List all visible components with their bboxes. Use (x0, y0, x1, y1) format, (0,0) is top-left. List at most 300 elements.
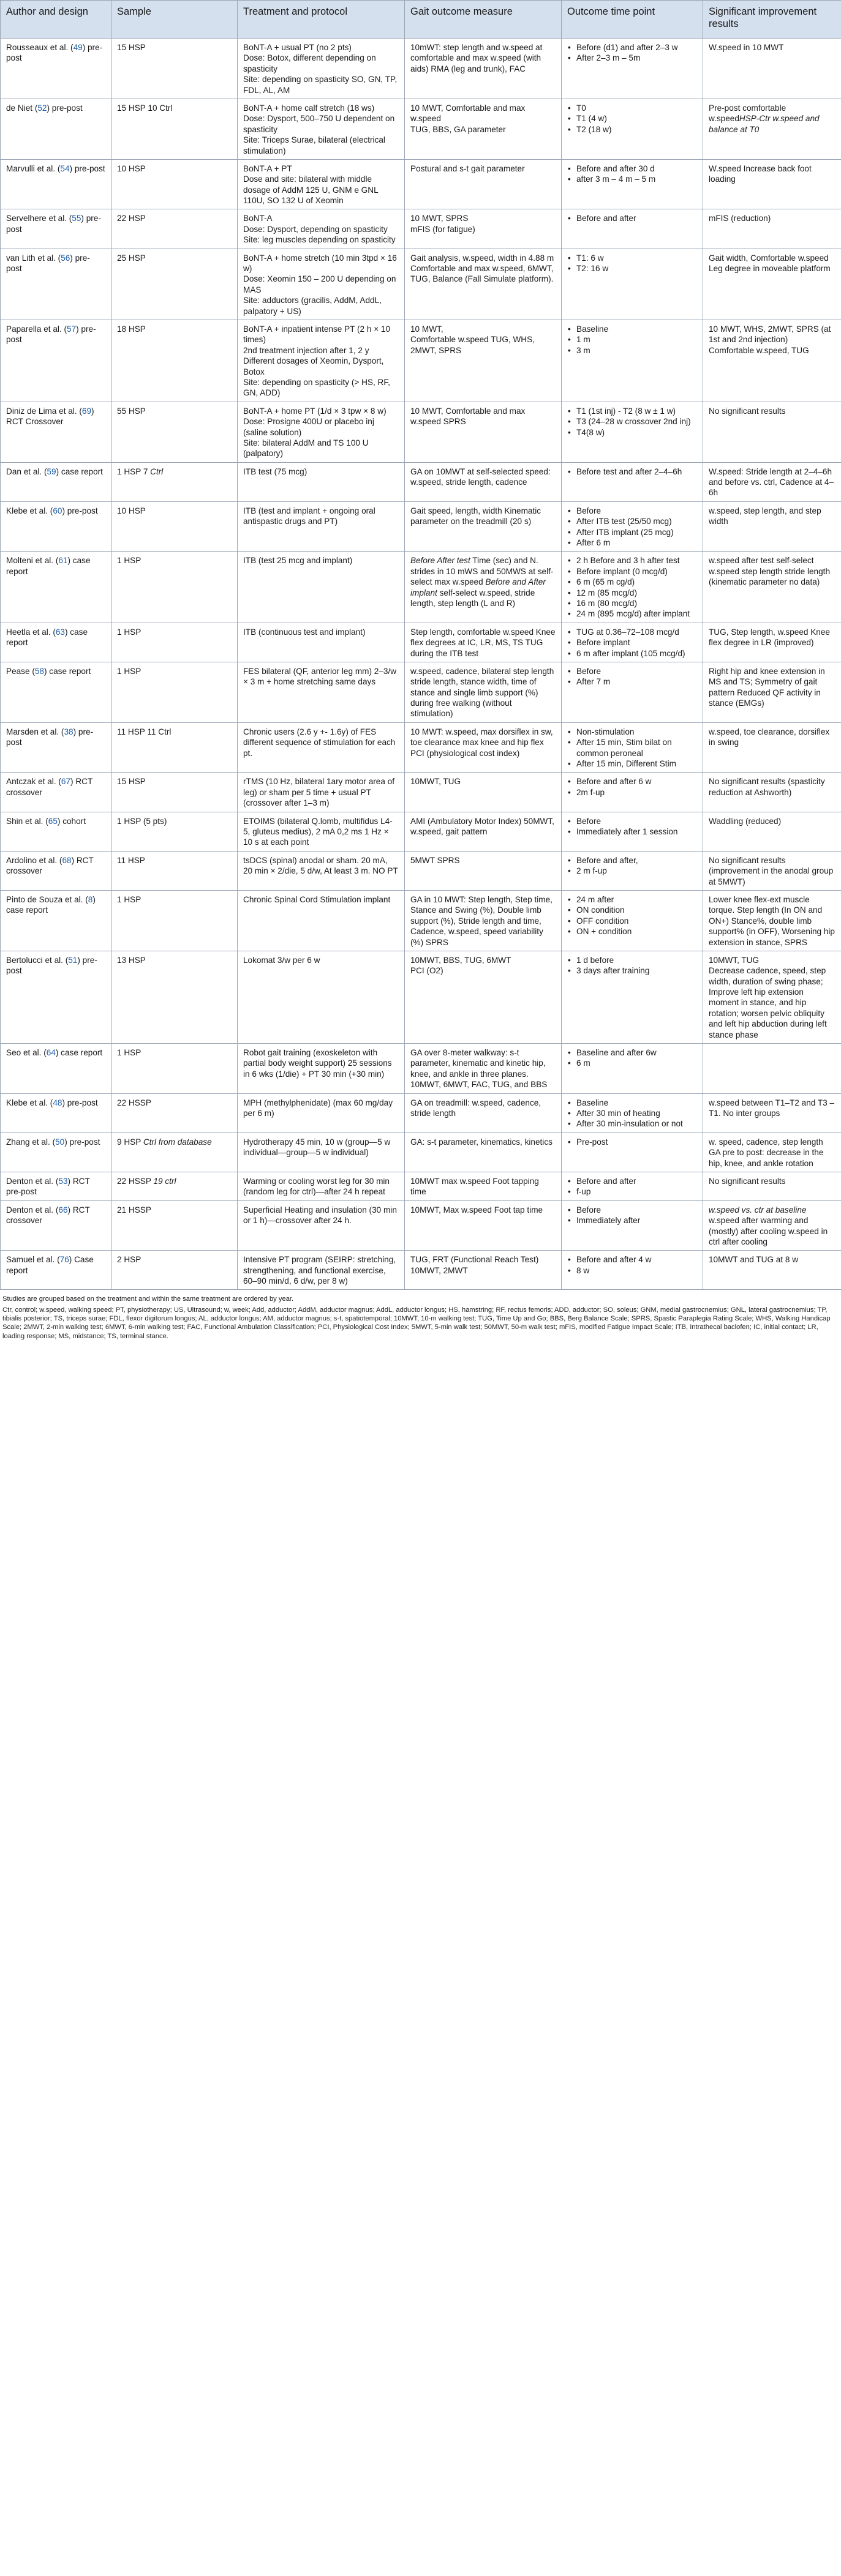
reference-link[interactable]: 58 (34, 666, 44, 676)
cell-outcome (405, 1133, 562, 1172)
cell-results (703, 99, 841, 159)
table-row (1, 1133, 841, 1172)
table-row (1, 851, 841, 890)
cell-treatment (238, 773, 405, 812)
cell-treatment-line: ITB (test 25 mcg and implant) (243, 556, 353, 566)
cell-outcome-line: PCI (O2) (410, 966, 443, 976)
timepoint-item: • Before and after 4 w (576, 1254, 697, 1265)
cell-author (1, 39, 111, 99)
reference-link[interactable]: 50 (55, 1137, 65, 1147)
table-row (1, 249, 841, 320)
cell-author (1, 1172, 111, 1200)
cell-sample-line: 55 HSP (117, 406, 146, 416)
reference-link[interactable]: 64 (46, 1048, 56, 1058)
timepoint-item: • Baseline (576, 324, 697, 334)
cell-sample-line: 11 HSP (117, 855, 145, 865)
timepoint-item: • 2 h Before and 3 h after test (576, 555, 697, 566)
cell-results-line: Waddling (reduced) (709, 816, 782, 826)
cell-sample-line: 1 HSP (117, 1048, 141, 1058)
reference-link[interactable]: 38 (64, 727, 74, 736)
author-text: Seo et al. ( (6, 1048, 47, 1058)
timepoint-item: • After 6 m (576, 537, 697, 548)
cell-treatment-line: BoNT-A + usual PT (no 2 pts) (243, 43, 352, 52)
cell-sample-segment: 22 HSSP (117, 1176, 154, 1186)
cell-outcome-line: GA over 8-meter walkway: s-t parameter, kinematic and kinetic hip, knee, and ankle in three planes. 10MWT, 6MWT, FAC, TUG, and BBS (410, 1048, 548, 1090)
cell-treatment-line: Dose: Botox, different depending on spasticity (243, 53, 376, 73)
cell-outcome (405, 1093, 562, 1133)
timepoint-list (567, 1047, 697, 1069)
timepoint-list (567, 1137, 697, 1147)
table-row (1, 552, 841, 623)
author-text: Shin et al. ( (6, 816, 48, 826)
timepoint-item: • Before (576, 506, 697, 516)
cell-sample-line: 18 HSP (117, 324, 146, 334)
cell-results-line: w.speed after test self-select w.speed step length stride length (kinematic parameter no data) (709, 556, 830, 587)
author-text: ) pre-post (6, 324, 96, 345)
reference-link[interactable]: 56 (61, 253, 70, 263)
cell-author (1, 722, 111, 773)
cell-outcome-line: 10 MWT, SPRS (410, 214, 469, 223)
timepoint-list (567, 1176, 697, 1197)
cell-timepoint (562, 552, 703, 623)
cell-sample (111, 159, 238, 209)
cell-timepoint (562, 209, 703, 249)
author-text: ) case report (6, 627, 88, 648)
cell-sample-segment: 19 ctrl (153, 1176, 176, 1186)
cell-treatment (238, 662, 405, 722)
cell-treatment-line: ETOIMS (bilateral Q.lomb, multifidus L4-5, gluteus medius), 2 mA 0,2 ms 1 Hz × 10 s at each point (243, 816, 393, 847)
cell-results (703, 501, 841, 552)
cell-treatment-line: Dose: Prosigne 400U or placebo inj (saline solution) (243, 417, 374, 437)
reference-link[interactable]: 54 (60, 163, 70, 173)
author-text: ) pre-post (62, 506, 98, 515)
cell-treatment-line: Robot gait training (exoskeleton with partial body weight support) 25 sessions in 6 wks (1/die) + PT 30 min (+30 min) (243, 1048, 392, 1079)
author-text: ) pre-post (47, 103, 83, 113)
cell-results-line: W.speed: Stride length at 2–4–6h and before vs. ctrl, Cadence at 4–6h (709, 466, 834, 498)
timepoint-item: • Before and after (576, 1176, 697, 1186)
author-text: ) pre-post (6, 727, 94, 747)
cell-treatment (238, 1200, 405, 1251)
author-text: ) pre-post (69, 163, 105, 173)
cell-outcome (405, 1251, 562, 1290)
timepoint-item: • TUG at 0.36–72–108 mcg/d (576, 627, 697, 637)
cell-timepoint (562, 1251, 703, 1290)
cell-treatment-line: ITB (test and implant + ongoing oral antispastic drugs and PT) (243, 506, 375, 526)
timepoint-item: • 16 m (80 mcg/d) (576, 598, 697, 608)
author-text: ) case report (56, 466, 103, 476)
cell-author (1, 1093, 111, 1133)
reference-link[interactable]: 69 (81, 406, 92, 416)
cell-treatment (238, 249, 405, 320)
timepoint-list (567, 776, 697, 798)
cell-timepoint (562, 722, 703, 773)
timepoint-item: • 24 m after (576, 894, 697, 905)
timepoint-list (567, 506, 697, 549)
author-text: Rousseaux et al. ( (6, 43, 74, 52)
author-text: Servelhere et al. ( (6, 214, 72, 223)
author-text: ) RCT crossover (6, 777, 93, 797)
table-row (1, 39, 841, 99)
reference-link[interactable]: 52 (37, 103, 47, 113)
timepoint-item: • 1 d before (576, 955, 697, 965)
cell-author (1, 890, 111, 951)
table-footnotes (0, 1290, 841, 1341)
table-row (1, 812, 841, 851)
cell-treatment-line: 2nd treatment injection after 1, 2 y (243, 345, 369, 355)
cell-treatment-line: Intensive PT program (SEIRP: stretching, strengthening, and functional exercise, 60–90 min/d, 6 d/w, per 8 w) (243, 1255, 396, 1286)
timepoint-item: • OFF condition (576, 916, 697, 926)
cell-results-line: W.speed in 10 MWT (709, 43, 784, 52)
cell-treatment (238, 890, 405, 951)
author-text: Marsden et al. ( (6, 727, 64, 736)
table-row (1, 462, 841, 501)
author-text: ) Case report (6, 1255, 94, 1275)
cell-results-line: No significant results (spasticity reduction at Ashworth) (709, 777, 825, 797)
reference-link[interactable]: 60 (53, 506, 62, 515)
reference-link[interactable]: 48 (53, 1098, 62, 1107)
timepoint-item: • 3 m (576, 345, 697, 356)
cell-treatment-line: BoNT-A + home calf stretch (18 ws) (243, 103, 375, 113)
cell-outcome (405, 773, 562, 812)
cell-results (703, 951, 841, 1043)
cell-treatment (238, 159, 405, 209)
cell-results-line: No significant results (improvement in the anodal group at 5MWT) (709, 855, 834, 886)
cell-timepoint (562, 402, 703, 462)
cell-outcome-segment: self-select w.speed, stride length, step length (L and R) (410, 588, 535, 608)
timepoint-list (567, 1098, 697, 1129)
timepoint-item: • T3 (24–28 w crossover 2nd inj) (576, 416, 697, 427)
cell-results (703, 39, 841, 99)
cell-results (703, 773, 841, 812)
cell-results (703, 159, 841, 209)
cell-treatment-line: ITB test (75 mcg) (243, 466, 307, 476)
reference-link[interactable]: 57 (67, 324, 77, 334)
cell-results-segment: Pre-post comfortable w.speed (709, 103, 786, 124)
cell-outcome (405, 99, 562, 159)
cell-author (1, 773, 111, 812)
cell-treatment-line: rTMS (10 Hz, bilateral 1ary motor area of leg) or sham per 5 time + usual PT (crossover after 1–3 m) (243, 777, 395, 808)
table-row (1, 99, 841, 159)
cell-outcome-segment: Before After test (410, 556, 470, 566)
cell-author (1, 851, 111, 890)
header-row (1, 1, 841, 39)
cell-treatment-line: BoNT-A + inpatient intense PT (2 h × 10 times) (243, 324, 391, 345)
author-text: Molteni et al. ( (6, 556, 59, 566)
timepoint-item: • After 30 min of heating (576, 1108, 697, 1118)
author-text: ) pre-post (6, 43, 103, 63)
cell-timepoint (562, 159, 703, 209)
cell-treatment-line: Dose: Dysport, 500–750 U dependent on spasticity (243, 114, 395, 134)
cell-sample-line: 22 HSP (117, 214, 146, 223)
cell-sample-segment: Ctrl from database (143, 1137, 212, 1147)
cell-sample-line: 13 HSP (117, 955, 146, 965)
timepoint-item: • Before implant (576, 637, 697, 648)
reference-link[interactable]: 51 (68, 955, 78, 965)
cell-timepoint (562, 501, 703, 552)
timepoint-list (567, 1254, 697, 1276)
cell-outcome-line: GA on 10MWT at self-selected speed: w.speed, stride length, cadence (410, 466, 551, 487)
reference-link[interactable]: 76 (59, 1255, 69, 1265)
reference-link[interactable]: 61 (58, 556, 68, 566)
author-text: ) RCT crossover (6, 1205, 90, 1226)
cell-treatment-line: Chronic Spinal Cord Stimulation implant (243, 894, 391, 904)
cell-sample (111, 552, 238, 623)
cell-author (1, 1251, 111, 1290)
cell-outcome-line: Comfortable w.speed TUG, WHS, 2MWT, SPRS (410, 335, 535, 355)
author-text: Antczak et al. ( (6, 777, 61, 787)
cell-author (1, 662, 111, 722)
cell-outcome (405, 662, 562, 722)
timepoint-item: • 24 m (895 mcg/d) after implant (576, 608, 697, 619)
cell-results-line: 10MWT, TUG (709, 955, 760, 965)
cell-outcome-line: GA on treadmill: w.speed, cadence, stride length (410, 1098, 541, 1118)
cell-sample (111, 851, 238, 890)
cell-results-line: W.speed Increase back foot loading (709, 163, 812, 184)
reference-link[interactable]: 49 (73, 43, 83, 52)
cell-outcome-segment: Before and After implant (410, 577, 546, 597)
author-text: Pinto de Souza et al. ( (6, 894, 88, 904)
cell-treatment (238, 320, 405, 402)
author-text: Heetla et al. ( (6, 627, 56, 637)
cell-sample-line: 1 HSP (5 pts) (117, 816, 167, 826)
cell-outcome-line: 10 MWT, Comfortable and max w.speed SPRS (410, 406, 526, 427)
cell-results (703, 462, 841, 501)
cell-treatment (238, 1251, 405, 1290)
cell-outcome (405, 320, 562, 402)
cell-results-line: TUG, Step length, w.speed Knee flex degree in LR (improved) (709, 627, 830, 648)
timepoint-list (567, 727, 697, 769)
cell-author (1, 462, 111, 501)
cell-treatment (238, 1044, 405, 1094)
cell-results (703, 249, 841, 320)
cell-treatment-line: FES bilateral (QF, anterior leg mm) 2–3/w × 3 m + home stretching same days (243, 666, 397, 687)
reference-link[interactable]: 63 (55, 627, 65, 637)
author-text: Paparella et al. ( (6, 324, 67, 334)
timepoint-list (567, 103, 697, 135)
cell-results (703, 1172, 841, 1200)
author-text: ) case report (6, 894, 96, 915)
cell-results-line: mFIS (reduction) (709, 214, 771, 223)
timepoint-list (567, 42, 697, 64)
cell-outcome (405, 890, 562, 951)
cell-sample (111, 890, 238, 951)
cell-sample (111, 812, 238, 851)
timepoint-item: • Before (d1) and after 2–3 w (576, 42, 697, 53)
cell-sample-line: 22 HSSP (117, 1098, 151, 1107)
timepoint-item: • 6 m (65 m cg/d) (576, 577, 697, 587)
cell-treatment (238, 851, 405, 890)
cell-sample-line: 2 HSP (117, 1255, 141, 1265)
cell-sample (111, 402, 238, 462)
cell-results (703, 1251, 841, 1290)
cell-treatment-line: ITB (continuous test and implant) (243, 627, 366, 637)
cell-outcome-line: 10 MWT, Comfortable and max w.speed (410, 103, 526, 124)
timepoint-item: • T1 (1st inj) - T2 (8 w ± 1 w) (576, 406, 697, 416)
timepoint-item: • 6 m after implant (105 mcg/d) (576, 648, 697, 659)
cell-outcome-line: mFIS (for fatigue) (410, 224, 475, 234)
timepoint-item: • 6 m (576, 1058, 697, 1068)
author-text: Denton et al. ( (6, 1176, 59, 1186)
cell-results (703, 1133, 841, 1172)
cell-results-line: 10MWT and TUG at 8 w (709, 1255, 799, 1265)
table-row (1, 1093, 841, 1133)
reference-link[interactable]: 53 (58, 1176, 68, 1186)
cell-sample-text (117, 466, 232, 477)
table-row (1, 623, 841, 662)
author-text: Pease ( (6, 666, 35, 676)
timepoint-list (567, 1205, 697, 1226)
author-text: Zhang et al. ( (6, 1137, 56, 1147)
reference-link[interactable]: 8 (88, 894, 93, 904)
cell-results-line: w. speed, cadence, step length GA pre to post: decrease in the hip, knee, and ankle rotation (709, 1137, 824, 1168)
table-row (1, 1172, 841, 1200)
cell-results-line: 10 MWT, WHS, 2MWT, SPRS (at 1st and 2nd injection) (709, 324, 831, 345)
timepoint-item: • 12 m (85 mcg/d) (576, 588, 697, 598)
timepoint-item: • ON + condition (576, 926, 697, 937)
cell-results-line: Lower knee flex-ext muscle torque. Step length (In ON and ON+) Stance%, double limb support% (in OFF), Worsening hip extension in stance, SPRS (709, 894, 835, 947)
timepoint-list (567, 324, 697, 356)
timepoint-item: • Before (576, 1205, 697, 1215)
cell-outcome-line: 10MWT max w.speed Foot tapping time (410, 1176, 539, 1197)
cell-results-line: No significant results (709, 1176, 786, 1186)
author-text: ) RCT Crossover (6, 406, 94, 427)
cell-sample (111, 662, 238, 722)
cell-outcome-line: 10MWT, Max w.speed Foot tap time (410, 1205, 543, 1215)
cell-author (1, 320, 111, 402)
cell-results-line: w.speed, step length, and step width (709, 506, 821, 526)
cell-results-line: Decrease cadence, speed, step width, duration of swing phase; Improve left hip extension moment in stance, and hip rotation; worsen pelvic obliquity and left hip abduction during left stance phase (709, 966, 827, 1039)
cell-treatment-line: Site: adductors (gracilis, AddM, AddL, palpatory + US) (243, 296, 382, 316)
cell-results (703, 722, 841, 773)
timepoint-item: • 2 m f-up (576, 866, 697, 876)
timepoint-list (567, 855, 697, 877)
cell-treatment-line: Site: depending on spasticity (> HS, RF, GN, ADD) (243, 377, 390, 398)
timepoint-list (567, 213, 697, 223)
cell-results (703, 1093, 841, 1133)
timepoint-item: • ON condition (576, 905, 697, 915)
cell-treatment-line: Hydrotherapy 45 min, 10 w (group—5 w individual—group—5 w individual) (243, 1137, 391, 1158)
timepoint-item: • T2 (18 w) (576, 124, 697, 135)
cell-outcome-line: 10MWT, TUG (410, 777, 461, 787)
cell-sample (111, 249, 238, 320)
cell-timepoint (562, 39, 703, 99)
header-treatment: Treatment and protocol (238, 1, 405, 39)
cell-author (1, 402, 111, 462)
table-row (1, 402, 841, 462)
cell-outcome-line: AMI (Ambulatory Motor Index) 50MWT, w.speed, gait pattern (410, 816, 554, 836)
cell-treatment-line: BoNT-A + home PT (1/d × 3 tpw × 8 w) (243, 406, 387, 416)
cell-outcome (405, 159, 562, 209)
cell-author (1, 1133, 111, 1172)
author-text: ) case report (43, 666, 91, 676)
cell-treatment (238, 951, 405, 1043)
timepoint-item: • T2: 16 w (576, 263, 697, 274)
table-row (1, 722, 841, 773)
timepoint-item: • Baseline and after 6w (576, 1047, 697, 1058)
cell-treatment (238, 462, 405, 501)
table-row (1, 320, 841, 402)
cell-outcome (405, 39, 562, 99)
cell-timepoint (562, 1172, 703, 1200)
cell-treatment-line: Lokomat 3/w per 6 w (243, 955, 320, 965)
table-row (1, 890, 841, 951)
cell-sample-line: 10 HSP (117, 506, 146, 515)
timepoint-list (567, 894, 697, 937)
cell-outcome-line: 5MWT SPRS (410, 855, 460, 865)
table-row (1, 501, 841, 552)
cell-outcome (405, 209, 562, 249)
cell-outcome (405, 812, 562, 851)
author-text: Diniz de Lima et al. ( (6, 406, 82, 416)
reference-link[interactable]: 68 (62, 855, 72, 865)
table-row (1, 1044, 841, 1094)
header-outcome: Gait outcome measure (405, 1, 562, 39)
cell-sample-segment: 9 HSP (117, 1137, 143, 1147)
cell-outcome (405, 249, 562, 320)
author-text: Klebe et al. ( (6, 1098, 53, 1107)
cell-sample (111, 1133, 238, 1172)
reference-link[interactable]: 55 (72, 214, 81, 223)
cell-sample-text (117, 1176, 232, 1186)
cell-timepoint (562, 1133, 703, 1172)
cell-sample-line: 15 HSP 10 Ctrl (117, 103, 173, 113)
cell-outcome-line: GA: s-t parameter, kinematics, kinetics (410, 1137, 552, 1147)
cell-sample-segment: 1 HSP 7 (117, 466, 151, 476)
cell-author (1, 623, 111, 662)
cell-treatment (238, 39, 405, 99)
timepoint-list (567, 406, 697, 438)
cell-timepoint (562, 951, 703, 1043)
author-text: ) cohort (57, 816, 86, 826)
table-row (1, 209, 841, 249)
cell-timepoint (562, 623, 703, 662)
cell-sample-line: 11 HSP 11 Ctrl (117, 727, 172, 736)
cell-sample-segment: Ctrl (150, 466, 164, 476)
cell-outcome (405, 462, 562, 501)
cell-sample (111, 39, 238, 99)
timepoint-list (567, 466, 697, 477)
footnote-abbreviations: Ctr, control; w.speed, walking speed; PT, physiotherapy; US, Ultrasound; w, week; Add, adductor; AddM, adductor magnus; AddL, adductor longus; HS, hamstring; RF, rectus femoris; ADD, adductor; SO, soleus; GNM, medial gastrocnemius; GNL, lateral gastrocnemius; TP, tibialis posterior; TS, triceps surae; FDL, flexor digitorum longus; AL, adductor longus; AM, adductor magnus; s-t, spatiotemporal; 10MWT, 10-m walking test; TUG, Time Up and Go; BBS, Berg Balance Scale; SPRS, Spastic Paraplegia Rating Scale; WHS, Walking Handicap Scale; 2MWT, 2-min walking test; 6MWT, 6-min walking test; FAC, Functional Ambulation Classification; PCI, Physiological Cost Index; 5MWT, 5-min walk test; 50MWT, 50-m walk test; mFIS, modified Fatigue Impact Scale; ITB, Intrathecal baclofen; IC, initial contact; LR, loading response; MS, midstance; TS, terminal stance. (2, 1306, 831, 1340)
cell-sample (111, 1200, 238, 1251)
timepoint-item: • Immediately after (576, 1215, 697, 1226)
reference-link[interactable]: 66 (58, 1205, 68, 1215)
reference-link[interactable]: 67 (61, 777, 71, 787)
author-text: ) pre-post (64, 1137, 100, 1147)
cell-author (1, 1044, 111, 1094)
cell-outcome-line: 10mWT: step length and w.speed at comfortable and max w.speed (with aids) RMA (leg and trunk), FAC (410, 43, 543, 73)
cell-timepoint (562, 320, 703, 402)
cell-treatment (238, 722, 405, 773)
reference-link[interactable]: 59 (47, 466, 56, 476)
author-text: Ardolino et al. ( (6, 855, 62, 865)
cell-sample (111, 99, 238, 159)
reference-link[interactable]: 65 (48, 816, 58, 826)
timepoint-item: • T1: 6 w (576, 253, 697, 263)
cell-results-line: w.speed between T1–T2 and T3 –T1. No inter groups (709, 1098, 835, 1118)
cell-sample (111, 1093, 238, 1133)
cell-treatment (238, 402, 405, 462)
cell-timepoint (562, 890, 703, 951)
author-text: ) pre-post (6, 955, 97, 976)
table-row (1, 951, 841, 1043)
table-row (1, 1251, 841, 1290)
cell-sample-line: 15 HSP (117, 777, 146, 787)
cell-author (1, 951, 111, 1043)
cell-outcome-line: GA in 10 MWT: Step length, Step time, Stance and Swing (%), Double limb support (%), Stride length and time, Cadence, w.speed, speed variability (%) SPRS (410, 894, 552, 947)
cell-results (703, 402, 841, 462)
cell-timepoint (562, 249, 703, 320)
cell-timepoint (562, 1044, 703, 1094)
